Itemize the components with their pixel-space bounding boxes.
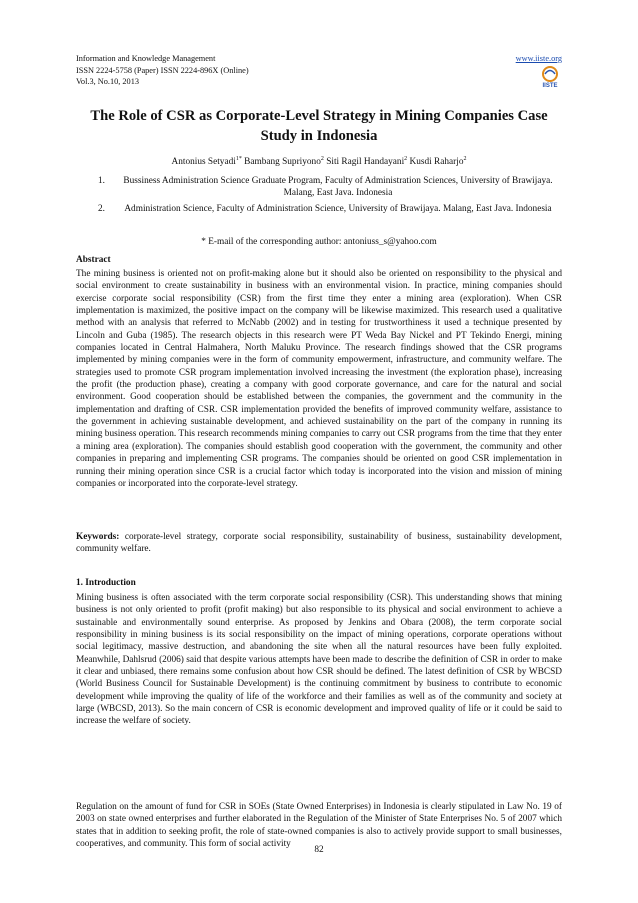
affiliation-number: 2. <box>98 203 105 214</box>
journal-url-link[interactable]: www.iiste.org <box>515 54 562 63</box>
abstract-text: The mining business is oriented not on profit-making alone but it should also be oriented on responsibility to the physical and social environment to create sustainability in business with an environmental vision. In practice, mining companies should exercise corporate social responsibility (CSR) from the first time they enter a mining area (exploration). When CSR implementation is maximized, the positive impact on the company will be likewise maximized. This research used a qualitative method with an analysis that referred to McNabb (2002) and in testing for trustworthiness it used a technique presented by Lincoln and Guba (1985). The research objects in this research were PT Weda Bay Nickel and PT Tekindo Energi, mining companies located in Central Halmahera, North Maluku Province. The research findings showed that the CSR programs implemented by mining companies were in the form of community empowerment, infrastructure, and community welfare. The strategies used to promote CSR program implementation involved increasing the investment (the exploration phase), increasing the profit (the production phase), creating a company with good corporate governance, and care for the natural and social environment. Good cooperation should be established between the companies, the government and the community in the implementation and drafting of CSR. CSR implementation provided the benefits of improved community welfare, assistance to the government in achieving sustainable development, and achieved sustainability on the part of the company in running its mining business operation. This research recommends mining companies to carry out CSR programs from the time that they enter a mining area (exploration). The companies should establish good cooperation with the government, the community and other companies in preparing and implementing CSR programs. The companies should be oriented on good CSR implementation in running their mining operation since CSR is a crucial factor which today is incorporated into the vision and mission of mining companies or incorporated into the corporate-level strategy. <box>76 269 562 489</box>
affiliation-text: Administration Science, Faculty of Administration Science, University of Brawijaya. Malang, East Java. Indonesia <box>124 203 552 214</box>
logo-text: IISTE <box>542 83 558 88</box>
author-mark: 2 <box>320 156 324 162</box>
author-mark: 2 <box>404 156 408 162</box>
author-list <box>76 153 562 168</box>
author-name: Antonius Setyadi <box>171 157 236 167</box>
journal-name: Information and Knowledge Management <box>76 54 216 63</box>
author-mark: 1* <box>235 156 242 162</box>
keywords-label: Keywords: <box>76 532 120 542</box>
journal-header <box>76 53 562 88</box>
author-mark: 2 <box>463 156 467 162</box>
author-name: Siti Ragil Handayani <box>326 157 405 167</box>
keywords-text: corporate-level strategy, corporate social responsibility, sustainability of business, sustainability development, community welfare. <box>76 532 562 555</box>
journal-volume: Vol.3, No.10, 2013 <box>76 77 139 86</box>
corresponding-email: * E-mail of the corresponding author: antoniuss_s@yahoo.com <box>201 237 437 247</box>
affiliation-text: Bussiness Administration Science Graduate Program, Faculty of Administration Sciences, University of Brawijaya. Malang, East Java. Indonesia <box>123 176 553 199</box>
affiliation-item <box>76 175 562 200</box>
paper-title: The Role of CSR as Corporate-Level Strategy in Mining Companies Case Study in Indonesia <box>90 108 548 144</box>
introduction-paragraph-1: Mining business is often associated with the term corporate social responsibility (CSR). This understanding shows that mining business is not only oriented to profit (profit making) but also responsible to its physical and social environment to achieve a sustainable and environmentally sound enterprise. As proposed by Jenkins and Obara (2008), the term corporate social responsibility in mining business is its social responsibility on the impact of mining operations, corporate operations without social legitimacy, massive destruction, and abandoning the site when all the natural resources have been fully exploited. Meanwhile, Dahlsrud (2006) said that despite various attempts have been made to describe the definition of CSR in order to make it clear and unbiased, there remains some confusion about how CSR should be defined. The latest definition of CSR by WBCSD (World Business Council for Sustainable Development) is the continuing commitment by business to contribute to economic development while improving the quality of life of the workforce and their families as well as of the community and society at large (WBCSD, 2013). So the main concern of CSR is economic development and improved quality of life or it could be said to increase the welfare of society. <box>76 593 562 727</box>
affiliation-number: 1. <box>98 176 105 186</box>
page-number: 82 <box>314 845 324 855</box>
affiliation-list <box>76 175 562 218</box>
author-name: Kusdi Raharjo <box>409 157 464 167</box>
journal-issn: ISSN 2224-5758 (Paper) ISSN 2224-896X (Online) <box>76 65 249 75</box>
iiste-logo-icon <box>538 64 562 88</box>
affiliation-item <box>76 203 562 215</box>
abstract-heading: Abstract <box>76 255 111 265</box>
author-name: Bambang Supriyono <box>244 157 321 167</box>
keywords <box>76 531 562 556</box>
introduction-heading: 1. Introduction <box>76 578 136 588</box>
introduction-paragraph-2: Regulation on the amount of fund for CSR in SOEs (State Owned Enterprises) in Indonesia is clearly stipulated in Law No. 19 of 2003 on state owned enterprises and further elaborated in the Regulation of the Minister of State Enterprises No. 5 of 2007 which states that in addition to seeking profit, the role of state-owned companies is also to actively provide support to small businesses, cooperatives, and community. This form of social activity <box>76 802 562 850</box>
